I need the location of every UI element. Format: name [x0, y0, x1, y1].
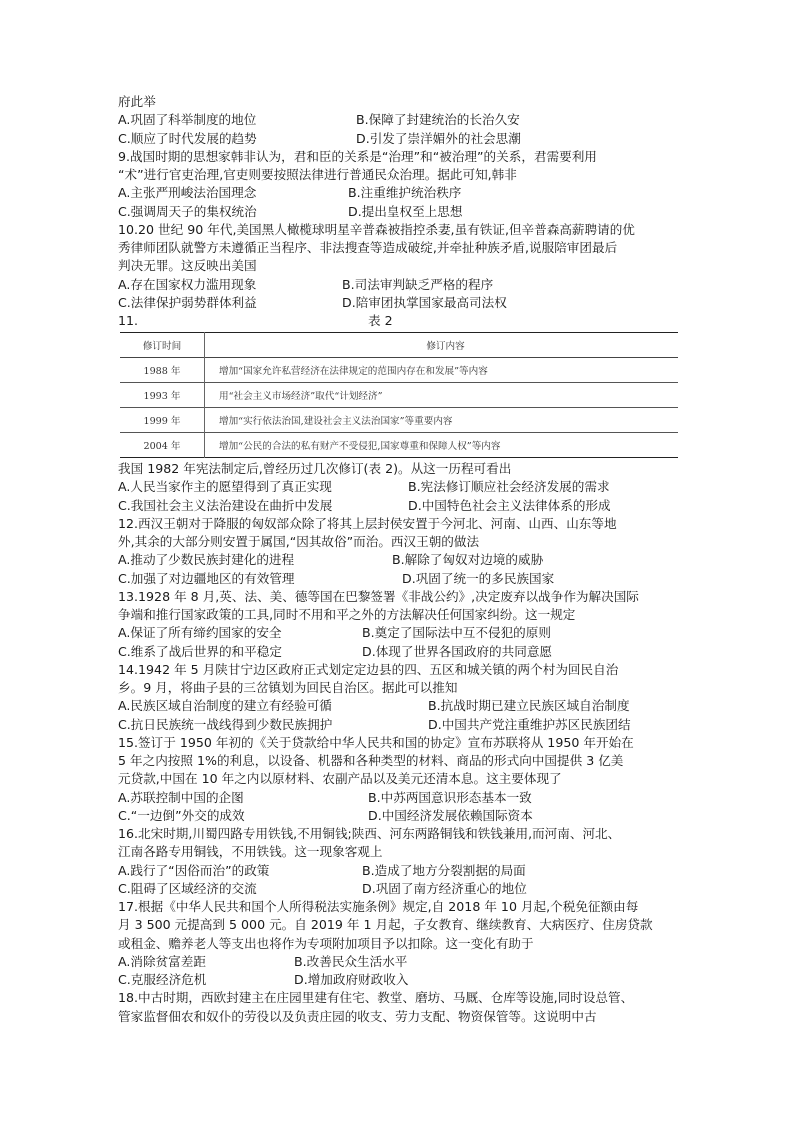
revision-content: 用“社会主义市场经济”取代“计划经济”	[219, 391, 383, 402]
q17-options-row2	[118, 971, 680, 989]
q17-options-row1	[118, 953, 680, 971]
q9-options-row2	[118, 203, 680, 221]
q15-option-b[interactable]: B.中苏两国意识形态基本一致	[368, 789, 532, 805]
q8-stem-tail: 府此举	[118, 94, 156, 109]
q17-stem-line: 或租金、赡养老人等支出也将作为专项附加项目予以扣除。这一变化有助于	[118, 935, 534, 951]
q16-option-d[interactable]: D.巩固了南方经济重心的地位	[362, 880, 527, 896]
table-row	[120, 358, 678, 383]
q13-stem-line: 争端和推行国家政策的工具,同时不用和平之外的方法解决任何国家纠纷。这一规定	[118, 607, 576, 622]
q14-options-row1	[118, 697, 680, 715]
q17-option-c[interactable]: C.克服经济危机	[118, 972, 207, 987]
table-caption: 表 2	[368, 313, 393, 328]
q9-stem-line: “术”进行官吏治理,官吏则要按照法律进行普通民众治理。据此可知,韩非	[118, 167, 517, 182]
q10-options-row1	[118, 276, 680, 294]
q16-options-row2	[118, 880, 680, 898]
table-row	[120, 408, 678, 433]
revision-year: 1993 年	[120, 383, 205, 408]
q14-option-a[interactable]: A.民族区域自治制度的建立有经验可循	[118, 698, 332, 714]
q9-option-c[interactable]: C.强调周天子的集权统治	[118, 203, 257, 219]
exam-page	[118, 93, 680, 1026]
q10-options-row2	[118, 294, 680, 312]
q17-stem-line: 月 3 500 元提高到 5 000 元。自 2019 年 1 月起，子女教育、继续教育、大病医疗、住房贷款	[118, 917, 653, 933]
q11-number: 11.	[118, 313, 139, 328]
q8-option-a[interactable]: A.巩固了科举制度的地位	[118, 112, 257, 128]
q11-stem: 我国 1982 年宪法制定后,曾经历过几次修订(表 2)。从这一历程可看出	[118, 461, 512, 476]
q12-options-row1	[118, 551, 680, 569]
q11-options-row1	[118, 478, 680, 496]
q14-stem-line: 乡。9 月，将曲子县的三岔镇划为回民自治区。据此可以推知	[118, 680, 458, 695]
revision-content: 增加“公民的合法的私有财产不受侵犯,国家尊重和保障人权”等内容	[219, 441, 501, 452]
q16-options-row1	[118, 862, 680, 880]
q12-stem-line: 12.西汉王朝对于降服的匈奴部众除了将其上层封侯安置于今河北、河南、山西、山东等地	[118, 515, 617, 531]
q8-options-row2	[118, 130, 680, 148]
q11-option-d[interactable]: D.中国特色社会主义法律体系的形成	[408, 497, 611, 513]
q13-options-row1	[118, 624, 680, 642]
q12-option-c[interactable]: C.加强了对边疆地区的有效管理	[118, 570, 295, 586]
revision-year: 1999 年	[120, 408, 205, 433]
q11-option-c[interactable]: C.我国社会主义法治建设在曲折中发展	[118, 497, 333, 513]
q13-stem-line: 13.1928 年 8 月,英、法、美、德等国在巴黎签署《非战公约》,决定废弃以战争作为解决国际	[118, 588, 639, 604]
q13-option-d[interactable]: D.体现了世界各国政府的共同意愿	[362, 643, 553, 659]
q15-stem-line: 元贷款,中国在 10 年之内以原材料、农副产品以及美元还清本息。这主要体现了	[118, 771, 562, 787]
q16-option-a[interactable]: A.践行了“因俗而治”的政策	[118, 862, 270, 878]
q15-stem-line: 5 年之内按照 1%的利息，以设备、机器和各种类型的材料、商品的形式向中国提供 3 亿美	[118, 753, 624, 768]
q10-option-a[interactable]: A.存在国家权力滥用现象	[118, 276, 257, 292]
q12-option-b[interactable]: B.解除了匈奴对边境的威胁	[392, 552, 544, 568]
q8-options-row1	[118, 111, 680, 129]
q17-option-a[interactable]: A.消除贫富差距	[118, 953, 206, 969]
column-header-time: 修订时间	[120, 333, 205, 358]
q12-option-d[interactable]: D.巩固了统一的多民族国家	[402, 570, 555, 586]
column-header-content: 修订内容	[426, 341, 465, 352]
q15-option-c[interactable]: C.“一边倒”外交的成效	[118, 807, 245, 823]
q13-options-row2	[118, 643, 680, 661]
q18-stem-line: 18.中古时期，西欧封建主在庄园里建有住宅、教堂、磨坊、马厩、仓库等设施,同时设总管、	[118, 990, 634, 1006]
q18-stem-line: 管家监督佃农和奴仆的劳役以及负责庄园的收支、劳力支配、物资保管等。这说明中古	[118, 1008, 597, 1024]
revision-content: 增加“实行依法治国,建设社会主义法治国家”等重要内容	[219, 416, 453, 427]
q9-options-row1	[118, 184, 680, 202]
q11-option-a[interactable]: A.人民当家作主的愿望得到了真正实现	[118, 479, 332, 495]
table-row	[120, 433, 678, 458]
constitution-revision-table	[120, 332, 678, 458]
q14-option-d[interactable]: D.中国共产党注重维护苏区民族团结	[428, 716, 631, 732]
q17-stem-line: 17.根据《中华人民共和国个人所得税法实施条例》规定,自 2018 年 10 月起,个税免征额由每	[118, 899, 639, 914]
q9-option-b[interactable]: B.注重维护统治秩序	[348, 185, 462, 201]
q14-option-c[interactable]: C.抗日民族统一战线得到少数民族拥护	[118, 716, 333, 732]
table-row	[120, 383, 678, 408]
q12-option-a[interactable]: A.推动了少数民族封建化的进程	[118, 552, 295, 568]
revision-year: 2004 年	[120, 433, 205, 458]
q9-stem-line: 9.战国时期的思想家韩非认为，君和臣的关系是“治理”和“被治理”的关系，君需要利用	[118, 148, 597, 164]
q14-options-row2	[118, 716, 680, 734]
q9-option-d[interactable]: D.提出皇权至上思想	[348, 203, 463, 219]
q15-option-a[interactable]: A.苏联控制中国的企图	[118, 789, 244, 805]
q16-stem-line: 16.北宋时期,川蜀四路专用铁钱,不用铜钱;陕西、河东两路铜钱和铁钱兼用,而河南、河北、	[118, 826, 621, 841]
q13-option-c[interactable]: C.维系了战后世界的和平稳定	[118, 643, 282, 659]
q14-option-b[interactable]: B.抗战时期已建立民族区域自治制度	[428, 698, 630, 714]
q9-option-a[interactable]: A.主张严刑峻法治国理念	[118, 185, 257, 201]
q8-option-c[interactable]: C.顺应了时代发展的趋势	[118, 130, 257, 146]
q11-header	[118, 312, 680, 330]
q15-options-row2	[118, 807, 680, 825]
q14-stem-line: 14.1942 年 5 月陕甘宁边区政府正式划定定边县的四、五区和城关镇的两个村为回民自治	[118, 661, 619, 677]
table-header-row	[120, 333, 678, 358]
q13-option-b[interactable]: B.奠定了国际法中互不侵犯的原则	[362, 625, 551, 641]
q11-options-row2	[118, 497, 680, 515]
q10-option-d[interactable]: D.陪审团执掌国家最高司法权	[342, 294, 507, 310]
q10-option-b[interactable]: B.司法审判缺乏严格的程序	[342, 276, 494, 292]
q10-stem-line: 判决无罪。这反映出美国	[118, 258, 257, 274]
q8-option-d[interactable]: D.引发了崇洋媚外的社会思潮	[356, 130, 521, 146]
q16-option-c[interactable]: C.阻碍了区域经济的交流	[118, 880, 257, 896]
q15-option-d[interactable]: D.中国经济发展依赖国际资本	[368, 807, 533, 823]
q15-stem-line: 15.签订于 1950 年初的《关于贷款给中华人民共和国的协定》宣布苏联将从 1950 年开始在	[118, 734, 634, 750]
q17-option-d[interactable]: D.增加政府财政收入	[294, 972, 409, 987]
revision-year: 1988 年	[120, 358, 205, 383]
q10-stem-line: 秀律师团队就警方未遵循正当程序、非法搜查等造成破绽,并牵扯种族矛盾,说服陪审团最后	[118, 240, 618, 255]
q15-options-row1	[118, 789, 680, 807]
q16-stem-line: 江南各路专用铜钱，不用铁钱。这一现象客观上	[118, 844, 383, 860]
q10-stem-line: 10.20 世纪 90 年代,美国黑人橄榄球明星辛普森被指控杀妻,虽有铁证,但辛普森高薪聘请的优	[118, 221, 635, 237]
revision-content: 增加“国家允许私营经济在法律规定的范围内存在和发展”等内容	[219, 366, 488, 377]
q13-option-a[interactable]: A.保证了所有缔约国家的安全	[118, 625, 282, 641]
q12-stem-line: 外,其余的大部分则安置于属国,“因其故俗”而治。西汉王朝的做法	[118, 534, 480, 549]
q17-option-b[interactable]: B.改善民众生活水平	[294, 953, 408, 969]
q11-option-b[interactable]: B.宪法修订顺应社会经济发展的需求	[408, 479, 610, 495]
q10-option-c[interactable]: C.法律保护弱势群体利益	[118, 294, 257, 310]
q16-option-b[interactable]: B.造成了地方分裂割据的局面	[362, 862, 526, 878]
q8-option-b[interactable]: B.保障了封建统治的长治久安	[356, 112, 520, 128]
q12-options-row2	[118, 570, 680, 588]
